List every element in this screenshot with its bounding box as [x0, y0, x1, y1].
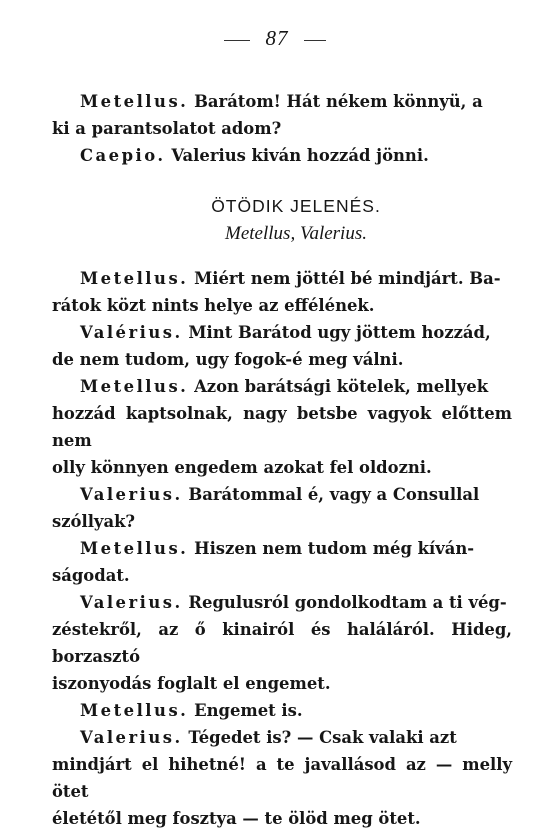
dialogue-continuation: olly könnyen engedem azokat fel oldozni.	[52, 458, 432, 477]
dialogue-text: Regulusról gondolkodtam a ti vég-	[182, 593, 507, 612]
dialogue-text: Tégedet is? — Csak valaki azt	[182, 728, 457, 747]
dialogue-line	[80, 319, 512, 346]
dialogue-continuation: rátok közt nints helye az effélének.	[52, 296, 375, 315]
page-number: 87	[265, 26, 289, 50]
dialogue-text: Miért nem jöttél bé mindjárt. Ba-	[188, 269, 501, 288]
dialogue-text: Mint Barátod ugy jöttem hozzád,	[182, 323, 491, 342]
dialogue-text: Azon barátsági kötelek, mellyek	[188, 377, 489, 396]
speaker-name: Metellus.	[80, 701, 189, 720]
scene-characters: Metellus, Valerius.	[225, 223, 367, 244]
dialogue-text: ki a parantsolatot adom?	[52, 119, 282, 138]
dialogue-continuation: de nem tudom, ugy fogok-é meg válni.	[52, 350, 404, 369]
dialogue-line	[80, 481, 512, 508]
speaker-name: Metellus.	[80, 539, 189, 558]
speaker-name: Valérius.	[80, 323, 183, 342]
dialogue-line	[80, 88, 512, 115]
speaker-name: Valerius.	[80, 485, 183, 504]
dialogue-continuation: iszonyodás foglalt el engemet.	[52, 674, 331, 693]
dialogue-line	[80, 373, 512, 400]
dialogue-text: Valerius kiván hozzád jönni.	[165, 146, 429, 165]
dialogue-continuation: életétől meg fosztya — te ölöd meg ötet.	[52, 809, 421, 828]
speaker-name: Metellus.	[80, 92, 189, 111]
header-rule-right	[304, 40, 326, 41]
dialogue-line	[80, 265, 512, 292]
dialogue-continuation: szóllyak?	[52, 512, 136, 531]
speaker-name: Metellus.	[80, 377, 189, 396]
dialogue-text: Engemet is.	[188, 701, 303, 720]
speaker-name: Metellus.	[80, 269, 189, 288]
dialogue-text: Hiszen nem tudom még kíván-	[188, 539, 475, 558]
dialogue-line	[52, 115, 512, 142]
dialogue-text: Barátommal é, vagy a Consullal	[182, 485, 480, 504]
dialogue-text: Barátom! Hát nékem könnyü, a	[188, 92, 483, 111]
dialogue-line	[80, 724, 512, 751]
body-text	[52, 88, 512, 832]
page-header	[0, 26, 550, 62]
dialogue-line	[80, 697, 512, 724]
dialogue-block	[52, 265, 512, 832]
dialogue-line	[80, 535, 512, 562]
dialogue-line	[80, 589, 512, 616]
scene-title: ÖTÖDIK JELENÉS.	[211, 196, 381, 216]
dialogue-continuation: hozzád kaptsolnak, nagy betsbe vagyok előttem nem	[52, 404, 512, 450]
header-rule-left	[224, 40, 250, 41]
speaker-name: Valerius.	[80, 593, 183, 612]
dialogue-continuation: ságodat.	[52, 566, 130, 585]
speaker-name: Valerius.	[80, 728, 183, 747]
speaker-name: Caepio.	[80, 146, 166, 165]
dialogue-continuation: mindjárt el hihetné! a te javallásod az — melly ötet	[52, 755, 512, 801]
dialogue-continuation: zéstekről, az ő kinairól és haláláról. Hideg, borzasztó	[52, 620, 512, 666]
dialogue-line	[80, 142, 512, 169]
